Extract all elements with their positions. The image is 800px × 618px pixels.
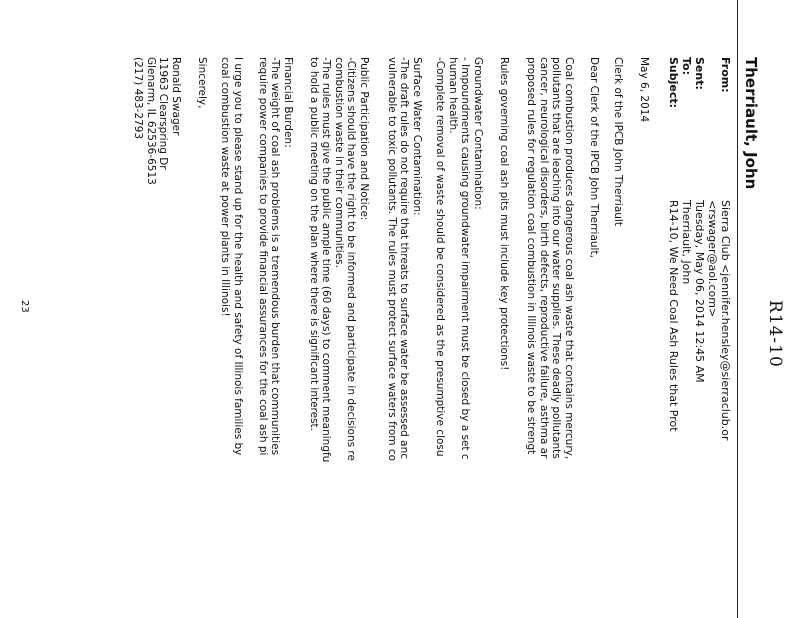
letter-date: May 6, 2014 (638, 57, 650, 123)
financial-section (256, 57, 294, 455)
closing-line: coal combustion waste at power plants in Illinois! (219, 57, 232, 317)
participation-line: to hold a public meeting on the plan where there is significant interest. (307, 57, 320, 432)
groundwater-line: - Impoundments causing groundwater impairment must be closed by a set c (459, 57, 472, 460)
groundwater-section (434, 57, 484, 460)
from-value: Sierra Club <jennifer.hensley@sierraclub.or (719, 200, 732, 441)
financial-line: require power companies to provide financial assurances for the coal ash pi (256, 57, 269, 456)
participation-line: -The rules must give the public ample time (60 days) to comment meaningfu (320, 57, 333, 463)
letter-salutation: Dear Clerk of the IPCB John Therriault, (588, 57, 600, 258)
financial-line: -The weight of coal ash problems is a tremendous burden that communities (269, 57, 282, 456)
intro-line: pollutants that are leaching into our water supplies. These deadly pollutants (550, 57, 563, 459)
sent-label: Sent: (693, 57, 706, 90)
closing-line: I urge you to please stand up for the health and safety of Illinois families by (232, 57, 244, 456)
surface-water-line: -The draft rules do not require that threats to surface water be assessed anc (398, 57, 411, 460)
groundwater-line: -Complete removal of waste should be considered as the presumptive closu (434, 57, 447, 457)
letter-signoff: Sincerely, (196, 57, 208, 109)
participation-line: combustion waste in their communities. (332, 57, 345, 268)
intro-line: proposed rules for regulation coal combustion in Illinois waste to be strengt (525, 57, 538, 455)
to-value: Therriault, John (680, 200, 693, 285)
intro-paragraph (525, 57, 575, 459)
header-rule (737, 0, 738, 618)
page-number: 23 (19, 300, 30, 313)
groundwater-line: human health. (446, 57, 459, 134)
signature-city: Glenarm, IL 62536-6513 (144, 57, 157, 185)
surface-water-line: vulnerable to toxic pollutants. The rules must protect surface waters from co (385, 57, 398, 462)
surface-water-heading: Surface Water Contamination: (411, 57, 423, 216)
signature-block (132, 57, 182, 185)
from-email: <rswager@aol.com> (706, 200, 719, 318)
sent-value: Tuesday, May 06, 2014 12:45 AM (693, 200, 706, 383)
participation-line: -Citizens should have the right to be informed and participate in decisions re (345, 57, 358, 461)
intro-line: Coal combustion produces dangerous coal ash waste that contains mercury, (563, 57, 575, 460)
sender-name: Therriault, John (742, 57, 760, 190)
rules-line: Rules governing coal ash pits must include key protections! (498, 57, 510, 371)
letter-recipient: Clerk of the IPCB John Therriault (612, 57, 624, 226)
from-label: From: (719, 57, 732, 93)
participation-section (307, 57, 370, 462)
groundwater-heading: Groundwater Contamination: (472, 57, 484, 210)
participation-heading: Public Participation and Notice: (358, 57, 370, 221)
document-id: R14-10 (765, 300, 785, 368)
financial-heading: Financial Burden: (282, 57, 294, 148)
surface-water-section (385, 57, 423, 461)
subject-label: Subject: (667, 57, 680, 109)
intro-line: cancer, neurological disorders, birth defects, reproductive failure, asthma ar (537, 57, 550, 459)
signature-name: Ronald Swager (170, 57, 182, 136)
to-label: To: (680, 57, 693, 75)
signature-street: 11963 Clearspring Dr (157, 57, 170, 170)
subject-value: R14-10, We Need Coal Ash Rules that Prot (667, 200, 680, 432)
signature-phone: (217) 483-2793 (132, 57, 145, 140)
closing-paragraph (219, 57, 244, 455)
